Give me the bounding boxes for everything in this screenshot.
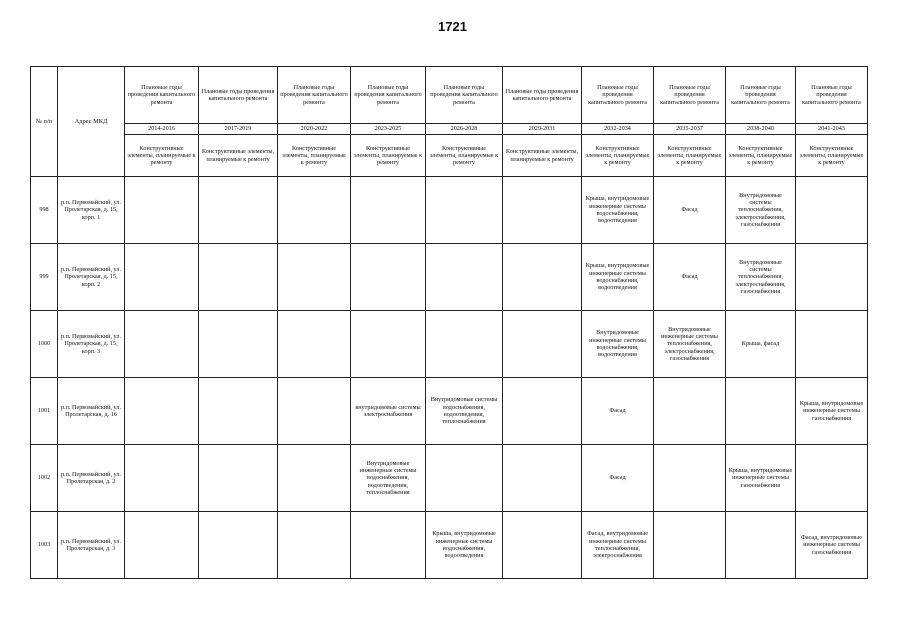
repair-cell [796, 311, 868, 378]
repair-cell: Крыша, внутридомовые инженерные системы газоснабжения [796, 378, 868, 445]
table-row [31, 244, 868, 311]
repair-cell [125, 311, 199, 378]
period-title: Плановые годы проведения капитального ремонта [426, 67, 503, 124]
row-number: 1003 [31, 512, 58, 579]
period-years: 2032-2034 [582, 124, 654, 135]
repair-cell [351, 512, 426, 579]
period-years: 2029-2031 [503, 124, 582, 135]
repair-cell: Внутридомовые системы теплоснабжения, электроснабжения, газоснабжения [726, 244, 796, 311]
row-number: 998 [31, 177, 58, 244]
period-elements-label: Конструктивные элементы, планируемые к ремонту [125, 135, 199, 177]
period-years: 2038-2040 [726, 124, 796, 135]
repair-cell [426, 244, 503, 311]
repair-cell [278, 177, 351, 244]
repair-cell [654, 445, 726, 512]
repair-cell [125, 512, 199, 579]
header-row-titles [31, 67, 868, 124]
repair-cell [199, 378, 278, 445]
repair-cell [199, 244, 278, 311]
period-years: 2041-2043 [796, 124, 868, 135]
table-row [31, 445, 868, 512]
repair-cell: Фасад [654, 177, 726, 244]
period-title: Плановые годы проведения капитального ремонта [654, 67, 726, 124]
repair-cell [503, 445, 582, 512]
header-row-elements [31, 135, 868, 177]
period-title: Плановые годы проведения капитального ремонта [796, 67, 868, 124]
repair-cell [503, 311, 582, 378]
period-title: Плановые годы проведения капитального ремонта [278, 67, 351, 124]
repair-cell [351, 311, 426, 378]
column-header-number: № п/п [31, 67, 58, 177]
column-header-address: Адрес МКД [58, 67, 125, 177]
period-elements-label: Конструктивные элементы, планируемые к ремонту [796, 135, 868, 177]
row-number: 1001 [31, 378, 58, 445]
repair-cell: Фасад [582, 378, 654, 445]
period-title: Плановые годы проведения капитального ремонта [582, 67, 654, 124]
period-years: 2023-2025 [351, 124, 426, 135]
repair-cell: Внутридомовые инженерные системы водоснабжения, водоотведения, теплоснабжения [351, 445, 426, 512]
period-title: Плановые годы проведения капитального ремонта [125, 67, 199, 124]
repair-cell [796, 244, 868, 311]
repair-cell [278, 244, 351, 311]
repair-cell [351, 244, 426, 311]
repair-cell [125, 378, 199, 445]
repair-cell: Фасад [654, 244, 726, 311]
period-elements-label: Конструктивные элементы, планируемые к ремонту [199, 135, 278, 177]
repair-cell [426, 177, 503, 244]
row-address: р.п. Первомайский, ул. Пролетарская, д. 16 [58, 378, 125, 445]
row-address: р.п. Первомайский, ул. Пролетарская, д. 15, корп. 3 [58, 311, 125, 378]
row-address: р.п. Первомайский, ул. Пролетарская, д. 15, корп. 1 [58, 177, 125, 244]
period-title: Плановые годы проведения капитального ремонта [726, 67, 796, 124]
period-elements-label: Конструктивные элементы, планируемые к ремонту [503, 135, 582, 177]
repair-cell [278, 445, 351, 512]
repair-cell: Крыша, фасад [726, 311, 796, 378]
repair-cell: Фасад [582, 445, 654, 512]
repair-cell: Крыша, внутридомовые инженерные системы водоснабжения, водоотведения [426, 512, 503, 579]
repair-cell: Внутридомовые инженерные системы теплоснабжения, электроснабжения, газоснабжения [654, 311, 726, 378]
repair-cell [654, 512, 726, 579]
table-row [31, 177, 868, 244]
repair-cell [125, 445, 199, 512]
row-number: 1002 [31, 445, 58, 512]
repair-cell: Внутридомовые инженерные системы водоснабжения, водоотведения [582, 311, 654, 378]
repair-cell [426, 311, 503, 378]
repair-cell [278, 512, 351, 579]
period-elements-label: Конструктивные элементы, планируемые к ремонту [426, 135, 503, 177]
capital-repair-table [30, 66, 868, 579]
period-elements-label: Конструктивные элементы, планируемые к ремонту [654, 135, 726, 177]
period-elements-label: Конструктивные элементы, планируемые к ремонту [582, 135, 654, 177]
period-title: Плановые годы проведения капитального ремонта [503, 67, 582, 124]
repair-cell: Крыша, внутридомовые инженерные системы газоснабжения [726, 445, 796, 512]
repair-cell [199, 177, 278, 244]
repair-cell: внутридомовые системы электроснабжения [351, 378, 426, 445]
period-years: 2035-2037 [654, 124, 726, 135]
repair-cell: Крыша, внутридомовые инженерные системы водоснабжения, водоотведения [582, 177, 654, 244]
repair-cell [503, 177, 582, 244]
repair-cell [503, 244, 582, 311]
table-row [31, 378, 868, 445]
repair-cell [503, 378, 582, 445]
period-elements-label: Конструктивные элементы, планируемые к ремонту [351, 135, 426, 177]
repair-cell [726, 512, 796, 579]
page-number: 1721 [438, 19, 467, 34]
repair-cell [278, 378, 351, 445]
repair-cell [426, 445, 503, 512]
table-row [31, 512, 868, 579]
repair-cell [278, 311, 351, 378]
header-row-years [31, 124, 868, 135]
repair-cell [796, 177, 868, 244]
period-years: 2017-2019 [199, 124, 278, 135]
period-title: Плановые годы проведения капитального ремонта [351, 67, 426, 124]
table-row [31, 311, 868, 378]
repair-cell [199, 512, 278, 579]
repair-cell [654, 378, 726, 445]
repair-cell [125, 244, 199, 311]
period-years: 2020-2022 [278, 124, 351, 135]
period-elements-label: Конструктивные элементы, планируемые к ремонту [278, 135, 351, 177]
row-address: р.п. Первомайский, ул. Пролетарская, д. 15, корп. 2 [58, 244, 125, 311]
repair-cell [125, 177, 199, 244]
period-elements-label: Конструктивные элементы, планируемые к ремонту [726, 135, 796, 177]
repair-cell [351, 177, 426, 244]
period-title: Плановые годы проведения капитального ремонта [199, 67, 278, 124]
row-number: 999 [31, 244, 58, 311]
period-years: 2014-2016 [125, 124, 199, 135]
repair-cell: Крыша, внутридомовые инженерные системы водоснабжения, водоотведения [582, 244, 654, 311]
row-number: 1000 [31, 311, 58, 378]
row-address: р.п. Первомайский, ул. Пролетарская, д. 2 [58, 445, 125, 512]
repair-cell: Внутридомовые системы теплоснабжения, электроснабжения, газоснабжения [726, 177, 796, 244]
repair-cell: Фасад, внутридомовые инженерные системы теплоснабжения, электроснабжения [582, 512, 654, 579]
repair-cell [796, 445, 868, 512]
repair-cell: Внутридомовые системы водоснабжения, водоотведения, теплоснабжения [426, 378, 503, 445]
repair-cell [199, 311, 278, 378]
period-years: 2026-2028 [426, 124, 503, 135]
row-address: р.п. Первомайский, ул. Пролетарская, д. 3 [58, 512, 125, 579]
repair-cell [726, 378, 796, 445]
repair-cell [503, 512, 582, 579]
repair-cell [199, 445, 278, 512]
repair-cell: Фасад, внутридомовые инженерные системы газоснабжения [796, 512, 868, 579]
